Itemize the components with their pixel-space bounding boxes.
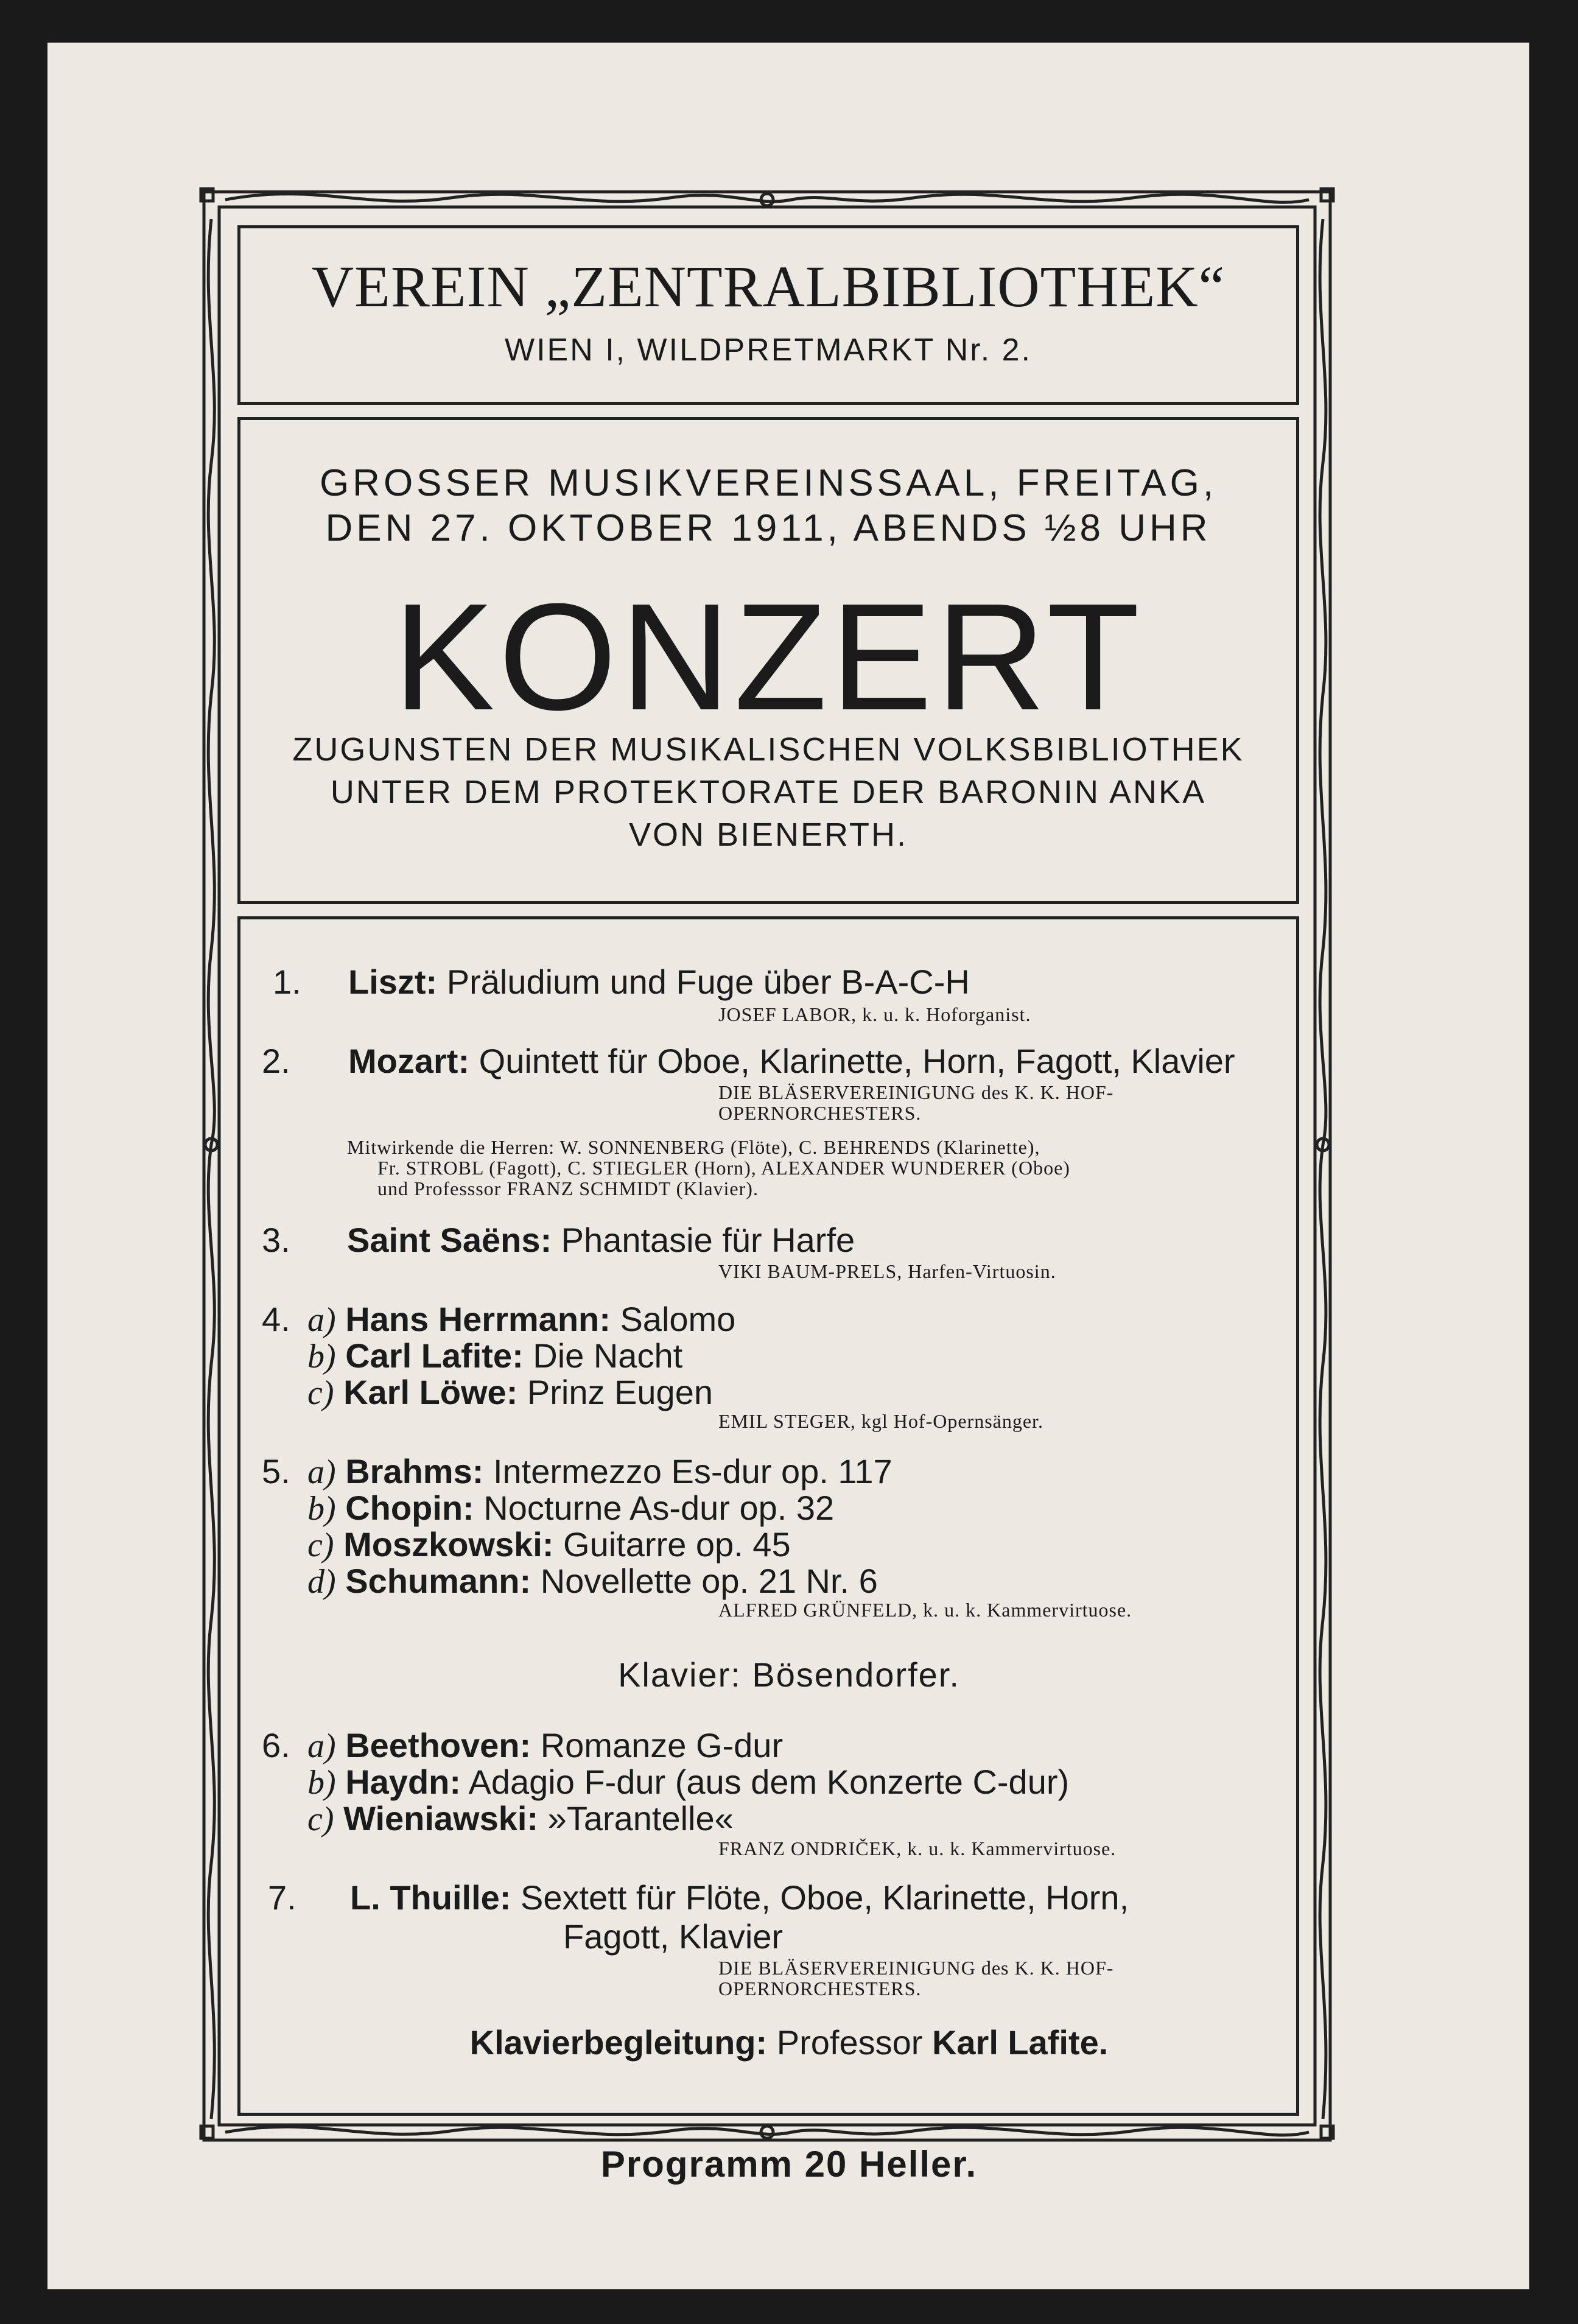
program-item-7 [350,1878,1129,1917]
society-address: WIEN I, WILDPRETMARKT Nr. 2. [504,332,1032,368]
program-item-4c: c) Karl Löwe: Prinz Eugen [307,1373,713,1412]
work-continued: Fagott, Klavier [563,1917,784,1956]
program-price: Programm 20 Heller. [600,2144,978,2185]
concert-title: KONZERT [393,572,1143,742]
performer: DIE BLÄSERVEREINIGUNG des K. K. HOF- [718,1957,1114,1979]
performer: OPERNORCHESTERS. [718,1978,922,1999]
purpose-line-3: VON BIENERTH. [628,816,908,853]
musicians-line: und Professsor FRANZ SCHMIDT (Klavier). [377,1178,759,1199]
performer: ALFRED GRÜNFELD, k. u. k. Kammervirtuose. [718,1599,1132,1621]
performer: OPERNORCHESTERS. [718,1102,922,1124]
purpose-line-1: ZUGUNSTEN DER MUSIKALISCHEN VOLKSBIBLIOTHEK [292,731,1244,768]
work: Präludium und Fuge über B-A-C-H [446,963,970,1001]
work: Sextett für Flöte, Oboe, Klarinette, Horn, [520,1878,1129,1917]
accompaniment-line: Klavierbegleitung: Professor Karl Lafite. [469,2023,1109,2062]
performer: VIKI BAUM-PRELS, Harfen-Virtuosin. [718,1260,1056,1282]
composer: L. Thuille: [350,1878,511,1917]
musicians-line: Mitwirkende die Herren: W. SONNENBERG (Flöte), C. BEHRENDS (Klarinette), [347,1136,1040,1158]
item-number: 7. [268,1878,296,1917]
composer: Liszt: [348,963,438,1001]
header-box [237,225,1299,405]
item-number: 4. [262,1300,290,1338]
society-title: VEREIN „ZENTRALBIBLIOTHEK“ [311,254,1226,319]
program-item-5d: d) Schumann: Novellette op. 21 Nr. 6 [307,1562,878,1601]
performer: JOSEF LABOR, k. u. k. Hoforganist. [718,1003,1031,1025]
program-item-1 [348,962,970,1002]
work: Phantasie für Harfe [561,1221,855,1259]
announcement-box [237,417,1299,904]
program-item-6b: b) Haydn: Adagio F-dur (aus dem Konzerte C-dur) [307,1763,1070,1802]
program-item-4a: a) Hans Herrmann: Salomo [307,1300,736,1339]
performer: EMIL STEGER, kgl Hof-Opernsänger. [718,1410,1043,1432]
composer: Saint Saëns: [347,1221,552,1259]
program-item-3 [347,1220,855,1260]
item-number: 1. [273,963,301,1001]
program-item-5b: b) Chopin: Nocturne As-dur op. 32 [307,1489,835,1528]
program-item-6a: a) Beethoven: Romanze G-dur [307,1726,784,1765]
program-item-6c: c) Wieniawski: »Tarantelle« [307,1799,734,1838]
work: Quintett für Oboe, Klarinette, Horn, Fagott, Klavier [479,1042,1235,1080]
piano-maker: Klavier: Bösendorfer. [618,1655,960,1694]
program-item-2 [348,1041,1235,1081]
date-line: DEN 27. OKTOBER 1911, ABENDS ½8 UHR [325,507,1212,549]
program-item-5a: a) Brahms: Intermezzo Es-dur op. 117 [307,1452,892,1491]
item-number: 6. [262,1726,290,1764]
purpose-line-2: UNTER DEM PROTEKTORATE DER BARONIN ANKA [330,774,1207,810]
performer: FRANZ ONDRIČEK, k. u. k. Kammervirtuose. [718,1838,1117,1859]
composer: Mozart: [348,1042,470,1080]
program-item-4b: b) Carl Lafite: Die Nacht [307,1336,683,1375]
performer: DIE BLÄSERVEREINIGUNG des K. K. HOF- [718,1081,1114,1103]
item-number: 3. [262,1221,290,1259]
program-item-5c: c) Moszkowski: Guitarre op. 45 [307,1525,791,1564]
musicians-line: Fr. STROBL (Fagott), C. STIEGLER (Horn), ALEXANDER WUNDERER (Oboe) [377,1157,1070,1179]
item-number: 2. [262,1042,290,1080]
item-number: 5. [262,1452,290,1490]
venue-line: GROSSER MUSIKVEREINSSAAL, FREITAG, [319,462,1218,504]
